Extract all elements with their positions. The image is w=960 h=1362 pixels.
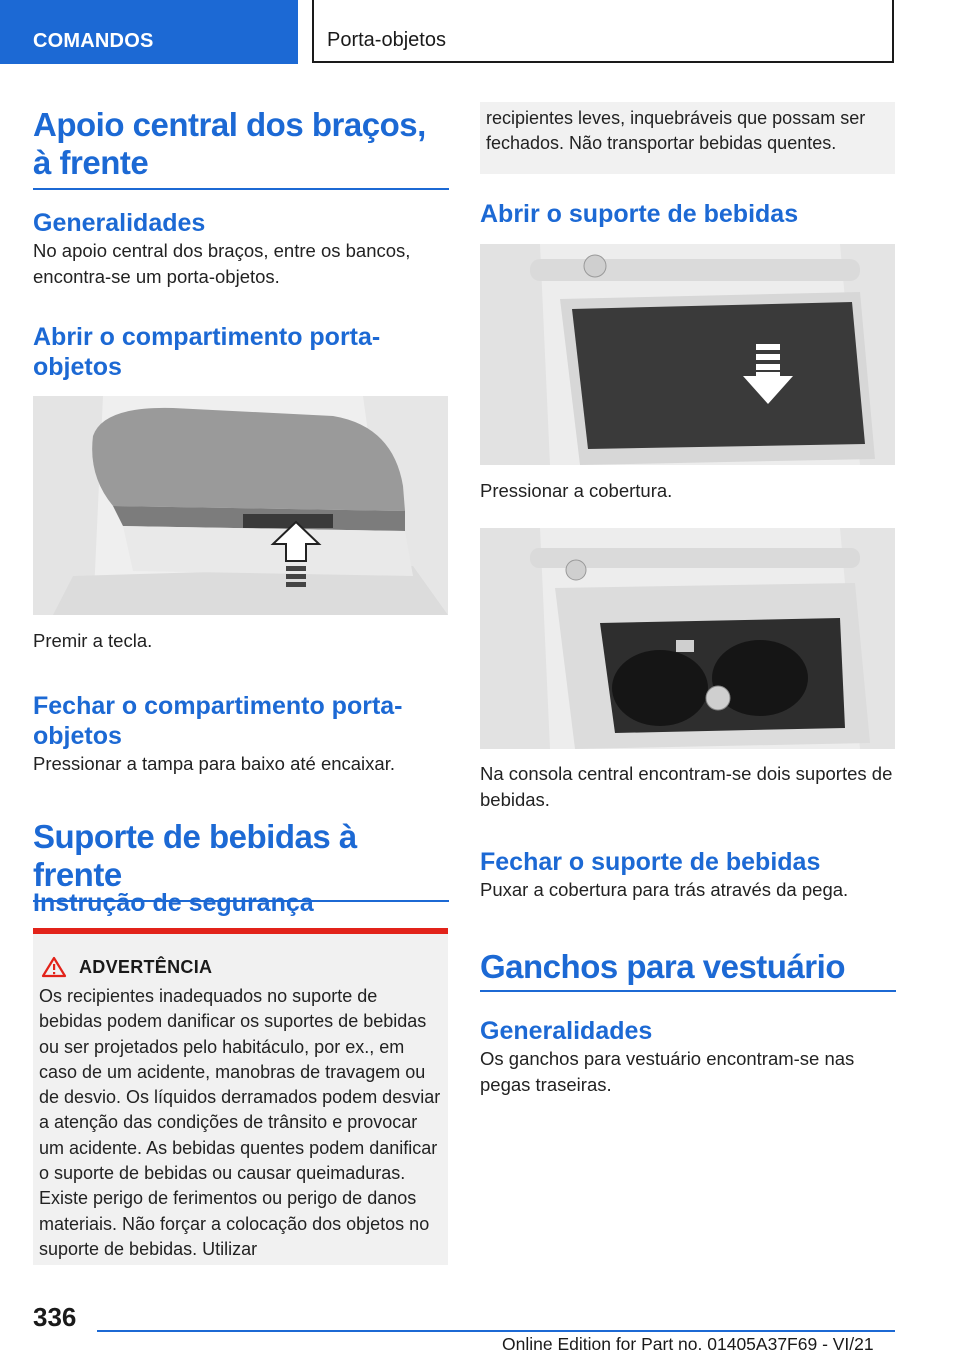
press-cover-illustration — [480, 244, 895, 465]
hooks-general-heading: Generalidades — [480, 1017, 653, 1045]
open-cup-heading: Abrir o suporte de bebidas — [480, 200, 799, 228]
cup-caption: Na consola central encontram-se dois suportes de bebidas. — [480, 763, 893, 810]
cupholder-figure — [480, 528, 895, 749]
open-cup-caption-block — [480, 478, 896, 504]
general-heading: Generalidades — [33, 209, 206, 237]
open-heading: Abrir o compartimento porta-objetos — [33, 323, 381, 381]
footer-edition: Online Edition for Part no. 01405A37F69 - VI/21 — [502, 1334, 874, 1354]
section-tab — [0, 0, 298, 64]
warning-box — [33, 928, 448, 1265]
open-section — [33, 322, 449, 382]
warning-continued-text: recipientes leves, inquebráveis que possam ser fechados. Não transportar bebidas quentes. — [486, 108, 866, 154]
open-caption: Premir a tecla. — [33, 630, 153, 651]
armrest-title-block — [33, 106, 449, 190]
close-heading: Fechar o compartimento porta-objetos — [33, 692, 403, 750]
hooks-text: Os ganchos para vestuário encontram-se nas pegas traseiras. — [480, 1048, 855, 1095]
warning-triangle-icon — [41, 956, 67, 978]
general-section — [33, 208, 449, 289]
chapter-tab — [312, 0, 894, 63]
hooks-general-section — [480, 1016, 896, 1097]
hooks-title-block — [480, 948, 896, 992]
warning-bar — [33, 928, 448, 934]
safety-heading: Instrução de segurança — [33, 889, 314, 917]
hooks-title: Ganchos para vestuário — [480, 948, 845, 985]
footer-rule — [97, 1330, 895, 1332]
title-rule — [33, 188, 449, 190]
close-section — [33, 691, 449, 777]
cupholder-illustration — [480, 528, 895, 749]
open-cup-caption: Pressionar a cobertura. — [480, 480, 673, 501]
armrest-illustration — [33, 396, 448, 615]
open-caption-block — [33, 628, 449, 654]
press-cover-figure — [480, 244, 895, 465]
close-cup-heading: Fechar o suporte de bebidas — [480, 848, 821, 876]
safety-section — [33, 888, 449, 918]
armrest-title: Apoio central dos braços, à frente — [33, 106, 426, 181]
warning-label: ADVERTÊNCIA — [79, 956, 213, 977]
cup-caption-block — [480, 761, 896, 812]
cupholder-title: Suporte de bebidas à frente — [33, 818, 357, 893]
armrest-figure — [33, 396, 448, 615]
close-cup-section — [480, 847, 896, 903]
general-text: No apoio central dos braços, entre os bancos, encontra-se um porta-objetos. — [33, 240, 411, 287]
section-label: COMANDOS — [33, 30, 154, 52]
close-text: Pressionar a tampa para baixo até encaixar. — [33, 753, 395, 774]
chapter-label: Porta-objetos — [327, 29, 446, 51]
page-number: 336 — [33, 1302, 77, 1332]
warning-box-continued — [480, 102, 895, 174]
hooks-rule — [480, 990, 896, 992]
close-cup-text: Puxar a cobertura para trás através da pega. — [480, 879, 849, 900]
warning-text: Os recipientes inadequados no suporte de bebidas podem danificar os suportes de bebidas ou ser projetados pelo habitáculo, por ex., em caso de um acidente, manobras de travagem ou de desvio. Os líquidos derramados podem desviar a atenção das condições de trânsito e provocar um acidente. As bebidas quentes podem danificar o suporte de bebidas ou causar queimaduras. Existe perigo de ferimentos ou perigo de danos materiais. Não forçar a colocação dos objetos no suporte de bebidas. Utilizar — [39, 986, 441, 1259]
open-cup-section — [480, 199, 896, 229]
